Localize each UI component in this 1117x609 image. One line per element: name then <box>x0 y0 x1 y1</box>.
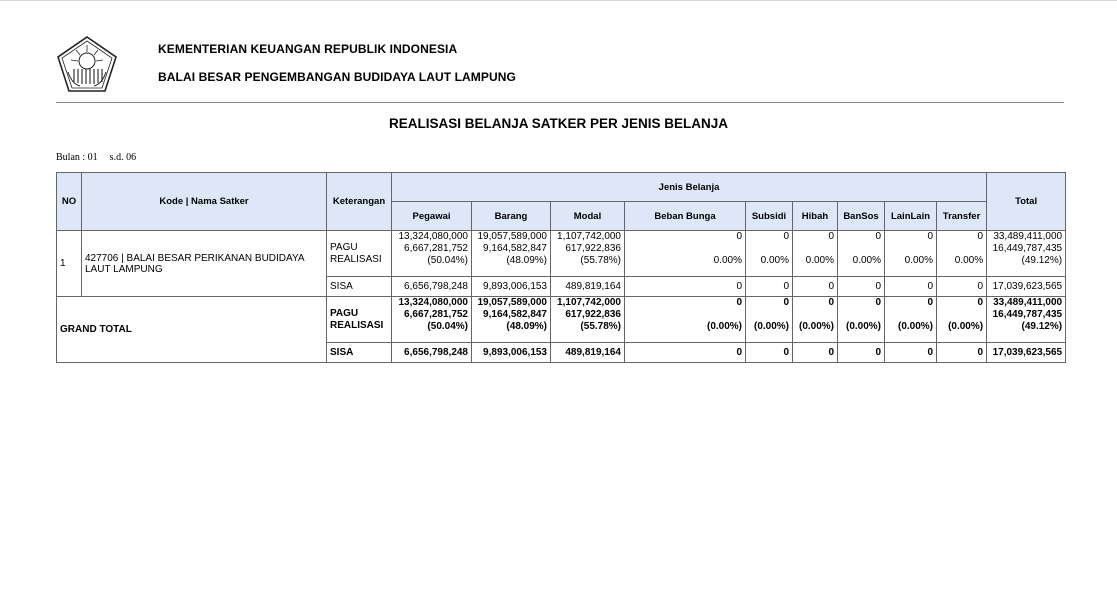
row-no: 1 <box>57 231 82 297</box>
gt-ket-sisa: SISA <box>327 343 392 363</box>
sisa-subsidi: 0 <box>746 277 793 297</box>
ket-realisasi: REALISASI <box>330 253 382 265</box>
col-lainlain: LainLain <box>885 202 937 231</box>
grand-total-label: GRAND TOTAL <box>57 297 327 363</box>
col-hibah: Hibah <box>793 202 838 231</box>
beban-bunga-cell: 0 0.00% <box>625 231 746 277</box>
ket-sisa: SISA <box>327 277 392 297</box>
gt-lainlain-cell: 0 (0.00%) <box>885 297 937 343</box>
gt-sisa-hibah: 0 <box>793 343 838 363</box>
gt-sisa-bansos: 0 <box>838 343 885 363</box>
gt-keterangan-cell <box>327 297 392 343</box>
col-modal: Modal <box>551 202 625 231</box>
sisa-transfer: 0 <box>937 277 987 297</box>
sisa-lainlain: 0 <box>885 277 937 297</box>
gt-beban-bunga-cell: 0 (0.00%) <box>625 297 746 343</box>
col-keterangan: Keterangan <box>327 173 392 231</box>
gt-ket-pagu: PAGU <box>330 307 359 319</box>
unit-name: BALAI BESAR PENGEMBANGAN BUDIDAYA LAUT LAMPUNG <box>158 70 516 84</box>
hibah-cell: 0 0.00% <box>793 231 838 277</box>
sisa-modal: 489,819,164 <box>551 277 625 297</box>
gt-pegawai-cell: 13,324,080,000 6,667,281,752 (50.04%) <box>392 297 472 343</box>
gt-sisa-lainlain: 0 <box>885 343 937 363</box>
report-table <box>56 172 1066 363</box>
table-row <box>57 231 1066 277</box>
sisa-hibah: 0 <box>793 277 838 297</box>
gt-transfer-cell: 0 (0.00%) <box>937 297 987 343</box>
lainlain-cell: 0 0.00% <box>885 231 937 277</box>
gt-sisa-subsidi: 0 <box>746 343 793 363</box>
gt-sisa-total: 17,039,623,565 <box>987 343 1066 363</box>
total-cell: 33,489,411,000 16,449,787,435 (49.12%) <box>987 231 1066 277</box>
gt-subsidi-cell: 0 (0.00%) <box>746 297 793 343</box>
gt-sisa-barang: 9,893,006,153 <box>472 343 551 363</box>
gt-sisa-beban-bunga: 0 <box>625 343 746 363</box>
pegawai-cell: 13,324,080,000 6,667,281,752 (50.04%) <box>392 231 472 277</box>
ket-pagu: PAGU <box>330 241 358 253</box>
col-total: Total <box>987 173 1066 231</box>
gt-modal-cell: 1,107,742,000 617,922,836 (55.78%) <box>551 297 625 343</box>
modal-cell: 1,107,742,000 617,922,836 (55.78%) <box>551 231 625 277</box>
col-bansos: BanSos <box>838 202 885 231</box>
grand-total-row <box>57 297 1066 343</box>
transfer-cell: 0 0.00% <box>937 231 987 277</box>
gt-total-cell: 33,489,411,000 16,449,787,435 (49.12%) <box>987 297 1066 343</box>
col-pegawai: Pegawai <box>392 202 472 231</box>
barang-cell: 19,057,589,000 9,164,582,847 (48.09%) <box>472 231 551 277</box>
report-period <box>56 152 136 163</box>
sisa-bansos: 0 <box>838 277 885 297</box>
header-divider <box>56 102 1064 103</box>
gt-hibah-cell: 0 (0.00%) <box>793 297 838 343</box>
kemenkeu-logo <box>56 36 118 92</box>
sisa-pegawai: 6,656,798,248 <box>392 277 472 297</box>
period-to: s.d. 06 <box>109 152 137 163</box>
col-jenis-belanja: Jenis Belanja <box>392 173 987 202</box>
sisa-barang: 9,893,006,153 <box>472 277 551 297</box>
gt-sisa-modal: 489,819,164 <box>551 343 625 363</box>
col-transfer: Transfer <box>937 202 987 231</box>
gt-ket-realisasi: REALISASI <box>330 319 384 331</box>
satker-name: 427706 | BALAI BESAR PERIKANAN BUDIDAYA LAUT LAMPUNG <box>82 231 327 297</box>
col-beban-bunga: Beban Bunga <box>625 202 746 231</box>
col-barang: Barang <box>472 202 551 231</box>
bansos-cell: 0 0.00% <box>838 231 885 277</box>
col-subsidi: Subsidi <box>746 202 793 231</box>
sisa-total: 17,039,623,565 <box>987 277 1066 297</box>
sisa-beban-bunga: 0 <box>625 277 746 297</box>
col-satker: Kode | Nama Satker <box>82 173 327 231</box>
table-header-row <box>57 173 1066 202</box>
col-no: NO <box>57 173 82 231</box>
period-label: Bulan : 01 <box>56 152 98 163</box>
subsidi-cell: 0 0.00% <box>746 231 793 277</box>
keterangan-cell <box>327 231 392 277</box>
gt-sisa-transfer: 0 <box>937 343 987 363</box>
gt-sisa-pegawai: 6,656,798,248 <box>392 343 472 363</box>
gt-barang-cell: 19,057,589,000 9,164,582,847 (48.09%) <box>472 297 551 343</box>
report-title: REALISASI BELANJA SATKER PER JENIS BELANJA <box>388 116 729 131</box>
top-border <box>0 0 1117 1</box>
gt-bansos-cell: 0 (0.00%) <box>838 297 885 343</box>
ministry-name: KEMENTERIAN KEUANGAN REPUBLIK INDONESIA <box>158 42 458 56</box>
